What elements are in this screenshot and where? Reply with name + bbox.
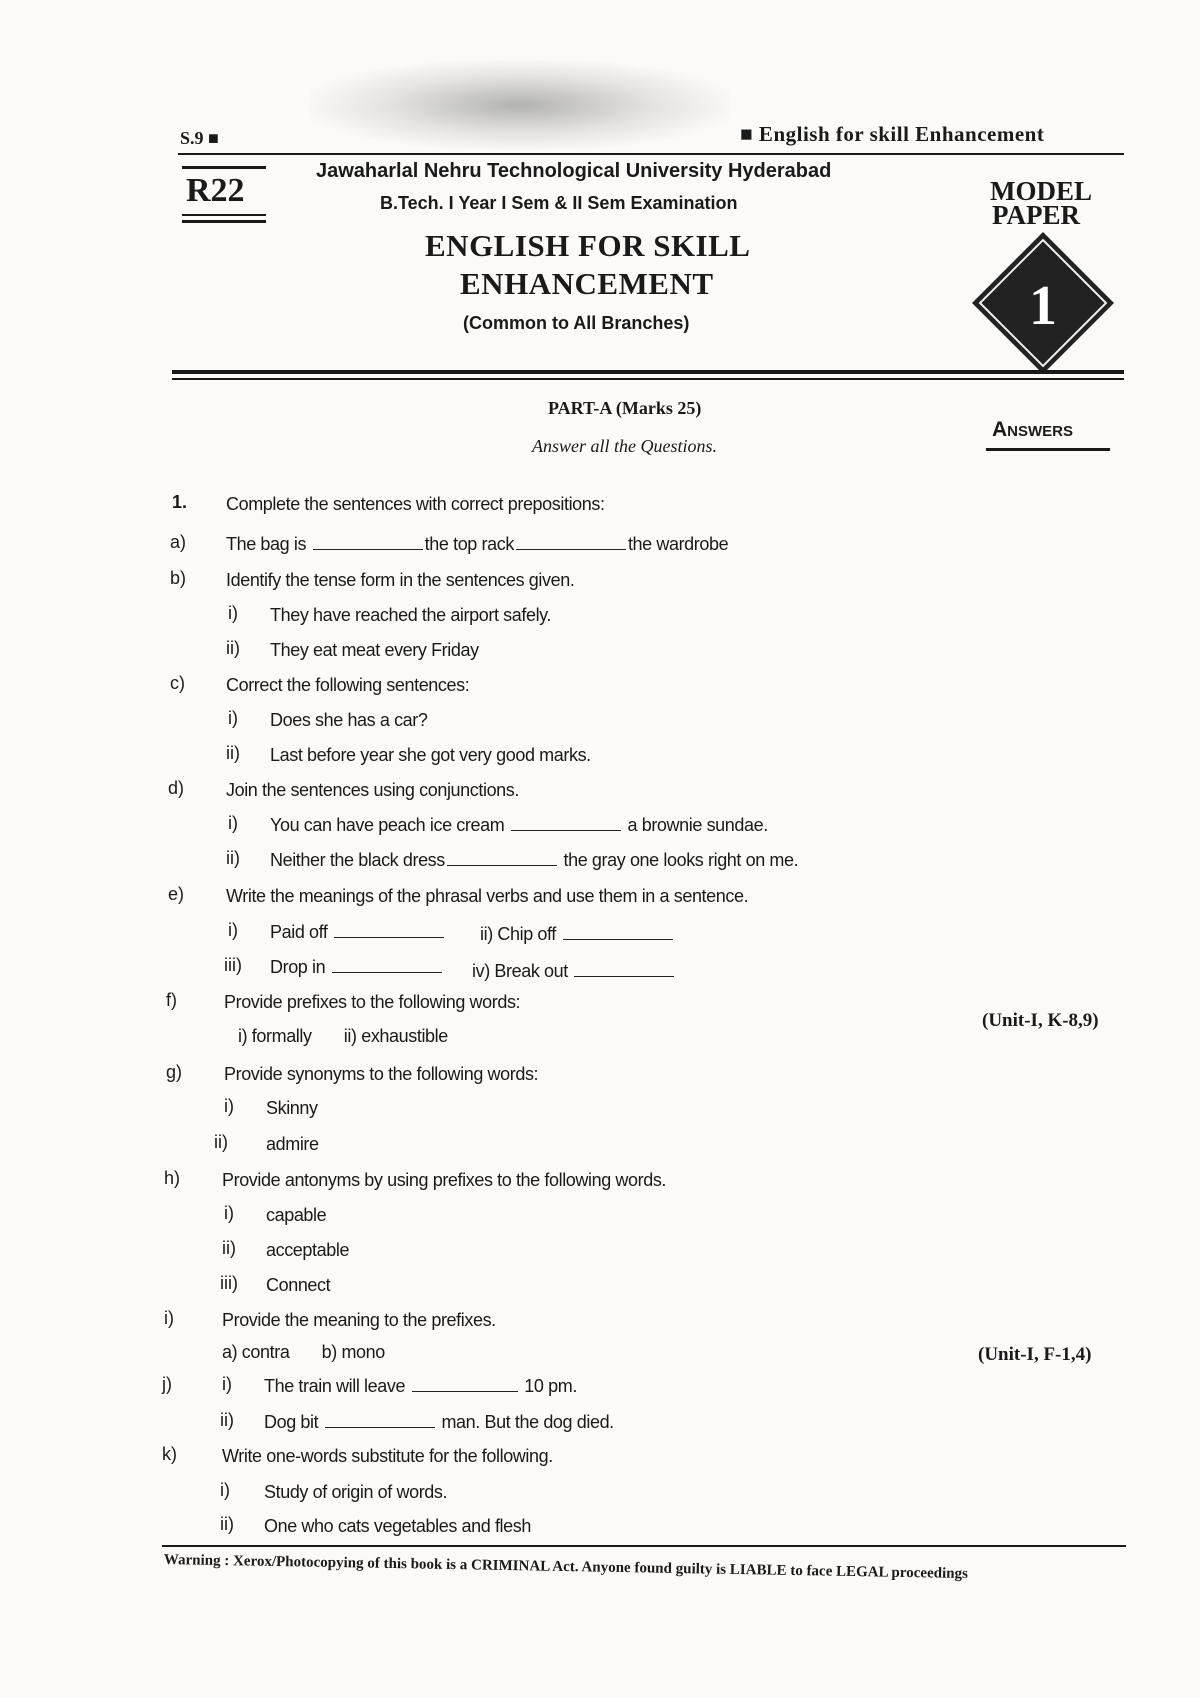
warning-text: Xerox/Photocopying of this book is a CRIMINAL Act. Anyone found guilty is LIABLE to face LEGAL proceedings	[232, 1553, 969, 1583]
sub-label: i)	[220, 1480, 230, 1500]
blank	[516, 535, 626, 550]
item-k-text: Write one-words substitute for the following.	[222, 1446, 553, 1466]
sub-label: ii)	[220, 1410, 234, 1430]
section-rule-bottom	[172, 378, 1124, 380]
item-label-g: g)	[166, 1062, 183, 1082]
item-e-iii	[270, 957, 444, 978]
subject-tag: ■ English for skill Enhancement	[740, 122, 1045, 146]
item-f-text: Provide prefixes to the following words:	[224, 992, 521, 1012]
sub-label: i)	[228, 920, 238, 940]
item-d-i-part2: a brownie sundae.	[627, 815, 768, 835]
item-a-text	[226, 534, 728, 555]
sub-label: i)	[222, 1374, 232, 1394]
model-label: MODEL	[990, 176, 1093, 206]
regulation-rule-bottom	[182, 220, 266, 223]
regulation-code: R22	[186, 172, 245, 209]
item-j-ii-part1: Dog bit	[264, 1412, 319, 1432]
sub-label: i)	[224, 1096, 234, 1116]
item-d-ii	[270, 850, 798, 871]
item-label-k: k)	[162, 1444, 177, 1464]
item-c-i: Does she has a car?	[270, 710, 428, 730]
item-d-ii-part1: Neither the black dress	[270, 850, 445, 870]
item-j-i-part1: The train will leave	[264, 1376, 406, 1396]
item-f-words: i) formally ii) exhaustible	[238, 1026, 448, 1046]
university-name: Jawaharlal Nehru Technological University Hyderabad	[316, 160, 832, 182]
sub-label: iii)	[224, 955, 242, 975]
header-rule	[178, 153, 1124, 155]
item-label-c: c)	[170, 673, 185, 693]
part-instruction: Answer all the Questions.	[532, 436, 717, 456]
item-label-i: i)	[164, 1308, 174, 1328]
item-a-part3: the wardrobe	[627, 534, 729, 554]
item-e-ii-text: ii) Chip off	[480, 924, 556, 944]
warning-label: Warning :	[163, 1552, 230, 1570]
common-branches: (Common to All Branches)	[463, 313, 690, 333]
sub-label: iii)	[220, 1273, 238, 1293]
item-i-text: Provide the meaning to the prefixes.	[222, 1310, 496, 1330]
question-text: Complete the sentences with correct prepositions:	[226, 494, 605, 514]
model-number: 1	[1029, 275, 1057, 337]
item-d-ii-part2: the gray one looks right on me.	[563, 850, 799, 870]
item-j-ii-part2: man. But the dog died.	[441, 1412, 614, 1432]
item-e-i-text: Paid off	[270, 922, 328, 942]
item-h-ii: acceptable	[266, 1240, 350, 1260]
item-b-ii: They eat meat every Friday	[270, 640, 479, 660]
sub-label: i)	[224, 1203, 234, 1223]
item-e-iii-text: Drop in	[270, 957, 326, 977]
sub-label: ii)	[220, 1514, 234, 1534]
item-b-i: They have reached the airport safely.	[270, 605, 552, 625]
sub-label: ii)	[226, 848, 240, 868]
blank	[447, 851, 557, 866]
model-number-diamond	[968, 228, 1118, 378]
page-code: S.9 ■	[180, 128, 219, 148]
item-label-b: b)	[170, 568, 187, 588]
item-label-a: a)	[170, 532, 187, 552]
item-d-text: Join the sentences using conjunctions.	[226, 780, 519, 800]
item-label-d: d)	[168, 778, 185, 798]
item-k-i: Study of origin of words.	[264, 1482, 448, 1502]
item-k-ii: One who cats vegetables and flesh	[264, 1516, 531, 1536]
sub-label: i)	[228, 813, 238, 833]
sub-label: ii)	[226, 638, 240, 658]
item-h-i: capable	[266, 1205, 327, 1225]
item-j-ii	[264, 1412, 614, 1433]
item-j-i	[264, 1376, 577, 1397]
regulation-rule-mid	[182, 214, 266, 216]
item-e-i	[270, 922, 446, 943]
item-i-prefixes: a) contra b) mono	[222, 1342, 385, 1362]
question-number: 1.	[172, 492, 188, 512]
sub-label: i)	[228, 708, 238, 728]
blank	[511, 816, 621, 831]
sub-label: ii)	[214, 1132, 228, 1152]
unit-reference: (Unit-I, K-8,9)	[982, 1010, 1099, 1031]
blank	[563, 925, 673, 940]
part-title: PART-A (Marks 25)	[548, 398, 702, 418]
exam-name: B.Tech. I Year I Sem & II Sem Examination	[380, 193, 738, 213]
item-h-iii: Connect	[266, 1275, 331, 1295]
footer-rule	[162, 1545, 1126, 1547]
item-a-part2: the top rack	[424, 534, 514, 554]
item-b-text: Identify the tense form in the sentences given.	[226, 570, 575, 590]
unit-reference: (Unit-I, F-1,4)	[978, 1344, 1092, 1365]
blank	[412, 1377, 518, 1392]
item-e-text: Write the meanings of the phrasal verbs and use them in a sentence.	[226, 886, 749, 906]
warning-line	[164, 1552, 968, 1583]
item-d-i-part1: You can have peach ice cream	[270, 815, 505, 835]
item-label-e: e)	[168, 884, 185, 904]
item-c-text: Correct the following sentences:	[226, 675, 470, 695]
item-g-i: Skinny	[266, 1098, 318, 1118]
item-g-text: Provide synonyms to the following words:	[224, 1064, 539, 1084]
item-e-iv-text: iv) Break out	[472, 961, 568, 981]
answers-label: Answers	[992, 418, 1074, 441]
item-e-ii	[480, 924, 675, 945]
sub-label: ii)	[222, 1238, 236, 1258]
item-label-j: j)	[162, 1374, 172, 1394]
sub-label: i)	[228, 603, 238, 623]
scan-shadow	[310, 60, 730, 150]
section-rule-top	[172, 370, 1124, 374]
item-h-text: Provide antonyms by using prefixes to the following words.	[222, 1170, 667, 1190]
paper-label-text: PAPER	[992, 200, 1080, 230]
item-j-i-part2: 10 pm.	[524, 1376, 577, 1396]
regulation-rule-top	[182, 166, 266, 169]
blank	[574, 962, 674, 977]
item-a-part1: The bag is	[226, 534, 307, 554]
item-label-f: f)	[166, 990, 177, 1010]
item-g-ii: admire	[266, 1134, 319, 1154]
blank	[334, 923, 444, 938]
paper-title-line1: ENGLISH FOR SKILL	[425, 228, 751, 263]
blank	[332, 958, 442, 973]
blank	[313, 535, 423, 550]
item-e-iv	[472, 961, 676, 982]
answers-underline	[986, 448, 1110, 451]
item-label-h: h)	[164, 1168, 181, 1188]
blank	[325, 1413, 435, 1428]
item-d-i	[270, 815, 768, 836]
item-c-ii: Last before year she got very good marks.	[270, 745, 591, 765]
sub-label: ii)	[226, 743, 240, 763]
paper-title-line2: ENHANCEMENT	[460, 266, 714, 301]
